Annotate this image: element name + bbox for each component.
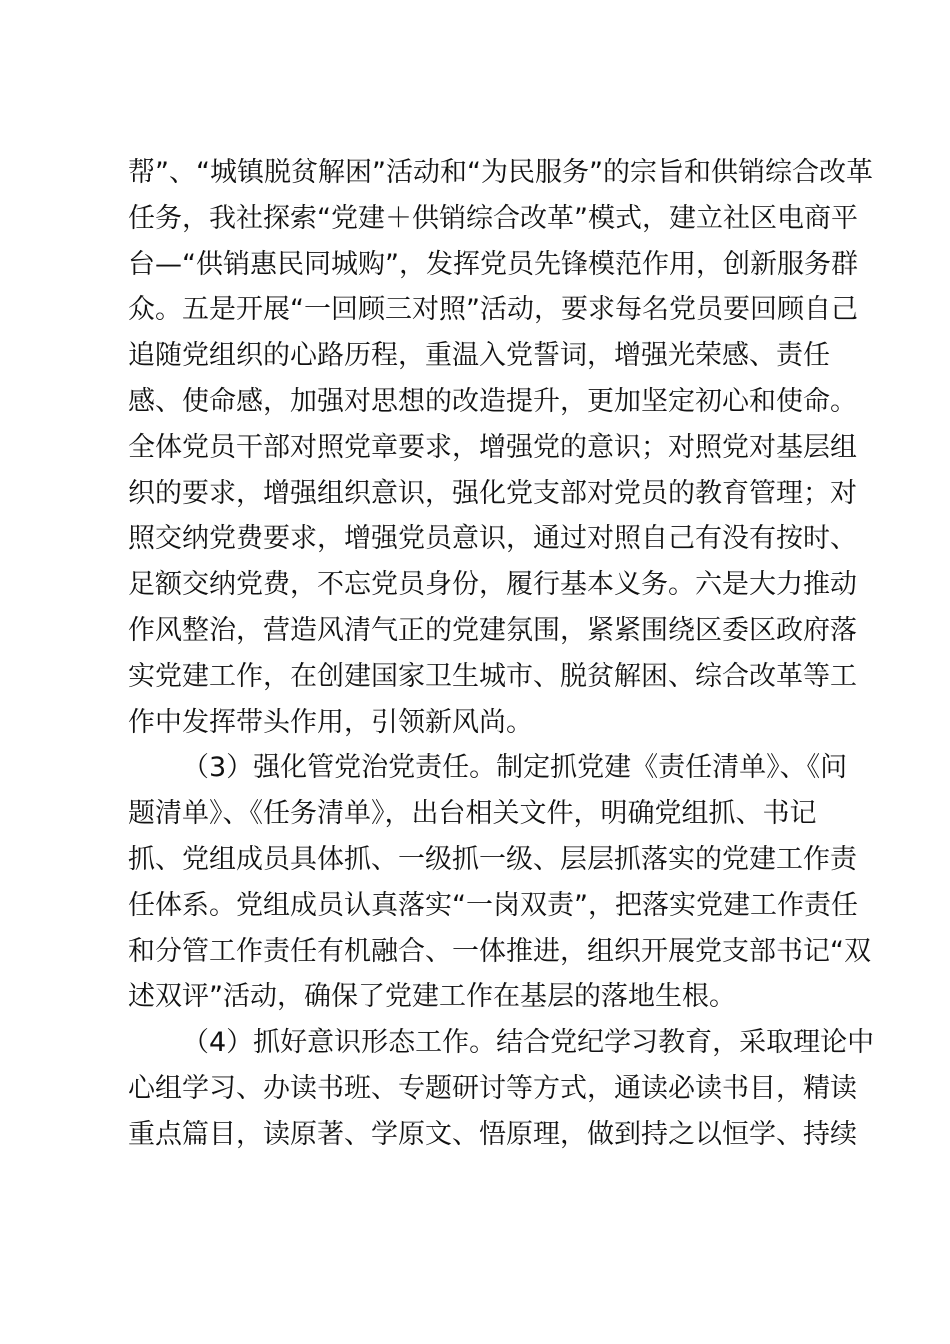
text-line: 和分管工作责任有机融合、一体推进，组织开展党支部书记“双 — [128, 935, 871, 967]
paragraph-heading-4: （4）抓好意识形态工作。结合党纪学习教育，采取理论中 — [182, 1027, 875, 1059]
document-body — [128, 150, 875, 1158]
text-line: 心组学习、办读书班、专题研讨等方式，通读必读书目，精读 — [128, 1072, 857, 1104]
text-line: 作风整治，营造风清气正的党建氛围，紧紧围绕区委区政府落 — [128, 614, 857, 646]
text-line: 全体党员干部对照党章要求，增强党的意识；对照党对基层组 — [128, 431, 857, 463]
text-line: 感、使命感，加强对思想的改造提升，更加坚定初心和使命。 — [128, 385, 857, 417]
text-line: 实党建工作，在创建国家卫生城市、脱贫解困、综合改革等工 — [128, 660, 857, 692]
text-line: 织的要求，增强组织意识，强化党支部对党员的教育管理；对 — [128, 477, 857, 509]
text-line: 任体系。党组成员认真落实“一岗双责”，把落实党建工作责任 — [128, 889, 858, 921]
text-line: 帮”、“城镇脱贫解困”活动和“为民服务”的宗旨和供销综合改革 — [128, 157, 873, 188]
text-line: 追随党组织的心路历程，重温入党誓词，增强光荣感、责任 — [128, 340, 830, 372]
text-line: 述双评”活动，确保了党建工作在基层的落地生根。 — [128, 981, 736, 1013]
text-line: 抓、党组成员具体抓、一级抓一级、层层抓落实的党建工作责 — [128, 843, 857, 875]
paragraph-heading-3: （3）强化管党治党责任。制定抓党建《责任清单》、《问 — [182, 752, 848, 784]
text-line: 照交纳党费要求，增强党员意识，通过对照自己有没有按时、 — [128, 523, 857, 555]
text-line: 题清单》、《任务清单》，出台相关文件，明确党组抓、书记 — [128, 798, 817, 830]
text-line: 重点篇目，读原著、学原文、悟原理，做到持之以恒学、持续 — [128, 1118, 857, 1150]
text-line: 众。五是开展“一回顾三对照”活动，要求每名党员要回顾自己 — [128, 294, 858, 326]
text-line: 足额交纳党费，不忘党员身份，履行基本义务。六是大力推动 — [128, 569, 857, 601]
text-line: 台—“供销惠民同城购”，发挥党员先锋模范作用，创新服务群 — [128, 248, 858, 280]
text-line: 任务，我社探索“党建＋供销综合改革”模式，建立社区电商平 — [128, 202, 858, 234]
text-line: 作中发挥带头作用，引领新风尚。 — [128, 706, 533, 738]
